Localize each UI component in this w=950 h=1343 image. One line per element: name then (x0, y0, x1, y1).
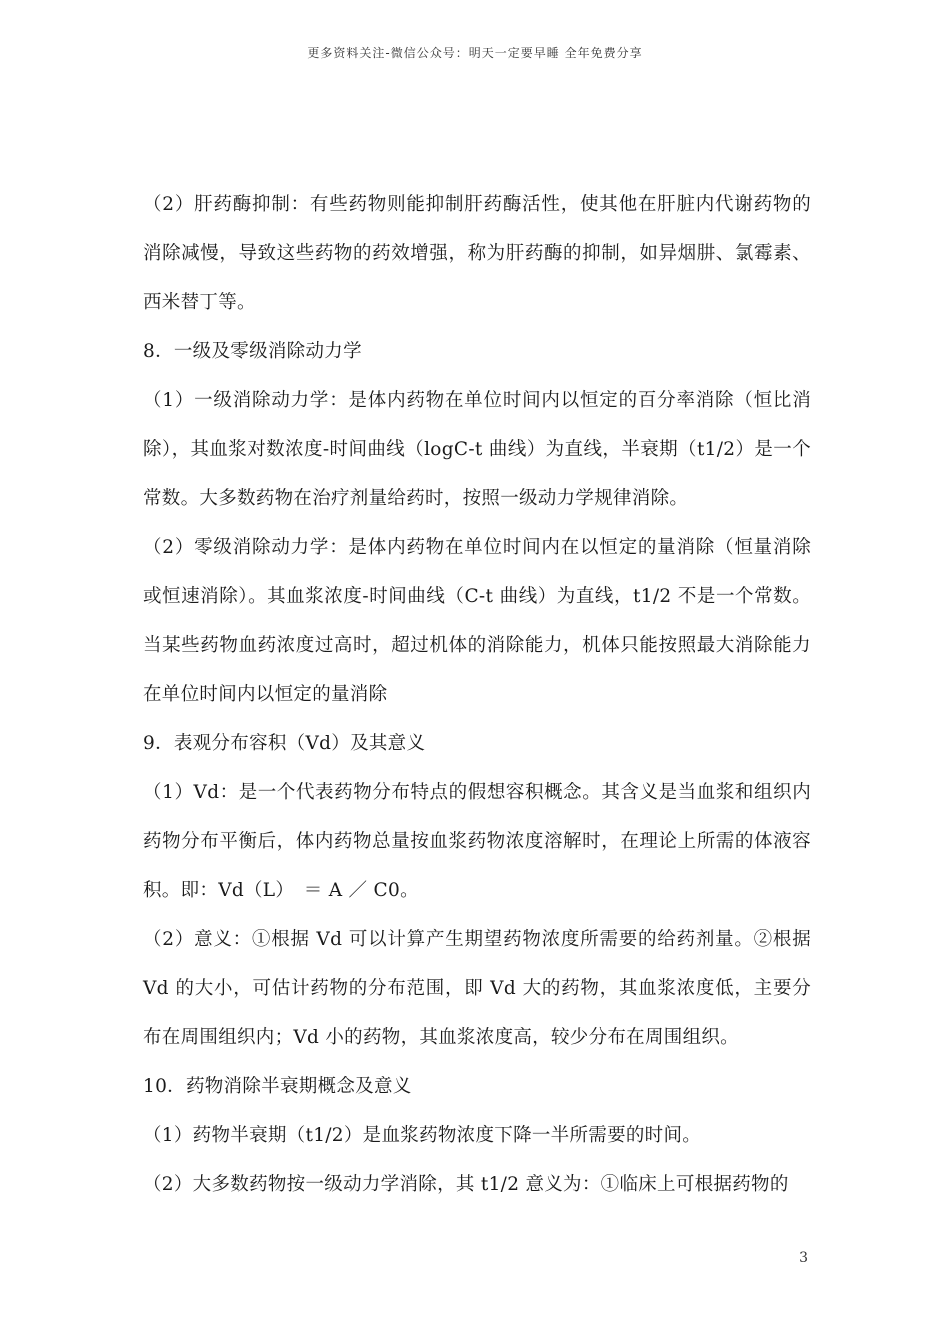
paragraph-zero-order: （2）零级消除动力学：是体内药物在单位时间内在以恒定的量消除（恒量消除或恒速消除）。其血浆浓度-时间曲线（C-t 曲线）为直线，t1/2 不是一个常数。当某些药物血药浓度过高时，超过机体的消除能力，机体只能按照最大消除能力在单位时间内以恒定的量消除 (143, 537, 811, 705)
document-body (143, 180, 811, 1209)
paragraph-enzyme-inhibition: （2）肝药酶抑制：有些药物则能抑制肝药酶活性，使其他在肝脏内代谢药物的消除减慢，导致这些药物的药效增强，称为肝药酶的抑制，如异烟肼、氯霉素、西米替丁等。 (143, 194, 811, 313)
section-heading-8: 8．一级及零级消除动力学 (143, 341, 362, 362)
section-heading-10: 10．药物消除半衰期概念及意义 (143, 1076, 412, 1097)
page-number: 3 (799, 1250, 808, 1266)
paragraph-half-life-definition: （1）药物半衰期（t1/2）是血浆药物浓度下降一半所需要的时间。 (143, 1125, 702, 1146)
page-header: 更多资料关注-微信公众号：明天一定要早睡 全年免费分享 (307, 46, 643, 60)
section-heading-9: 9．表观分布容积（Vd）及其意义 (143, 733, 426, 754)
paragraph-vd-definition: （1）Vd：是一个代表药物分布特点的假想容积概念。其含义是当血浆和组织内药物分布平衡后，体内药物总量按血浆药物浓度溶解时，在理论上所需的体液容积。即：Vd（L） ＝ A ／ C0。 (143, 782, 811, 901)
paragraph-first-order: （1）一级消除动力学：是体内药物在单位时间内以恒定的百分率消除（恒比消除），其血浆对数浓度-时间曲线（logC-t 曲线）为直线，半衰期（t1/2）是一个常数。大多数药物在治疗剂量给药时，按照一级动力学规律消除。 (143, 390, 811, 509)
paragraph-vd-meaning: （2）意义：①根据 Vd 可以计算产生期望药物浓度所需要的给药剂量。②根据 Vd 的大小，可估计药物的分布范围，即 Vd 大的药物，其血浆浓度低，主要分布在周围组织内；Vd 小的药物，其血浆浓度高，较少分布在周围组织。 (143, 929, 811, 1048)
paragraph-half-life-meaning: （2）大多数药物按一级动力学消除，其 t1/2 意义为：①临床上可根据药物的 (143, 1174, 789, 1195)
